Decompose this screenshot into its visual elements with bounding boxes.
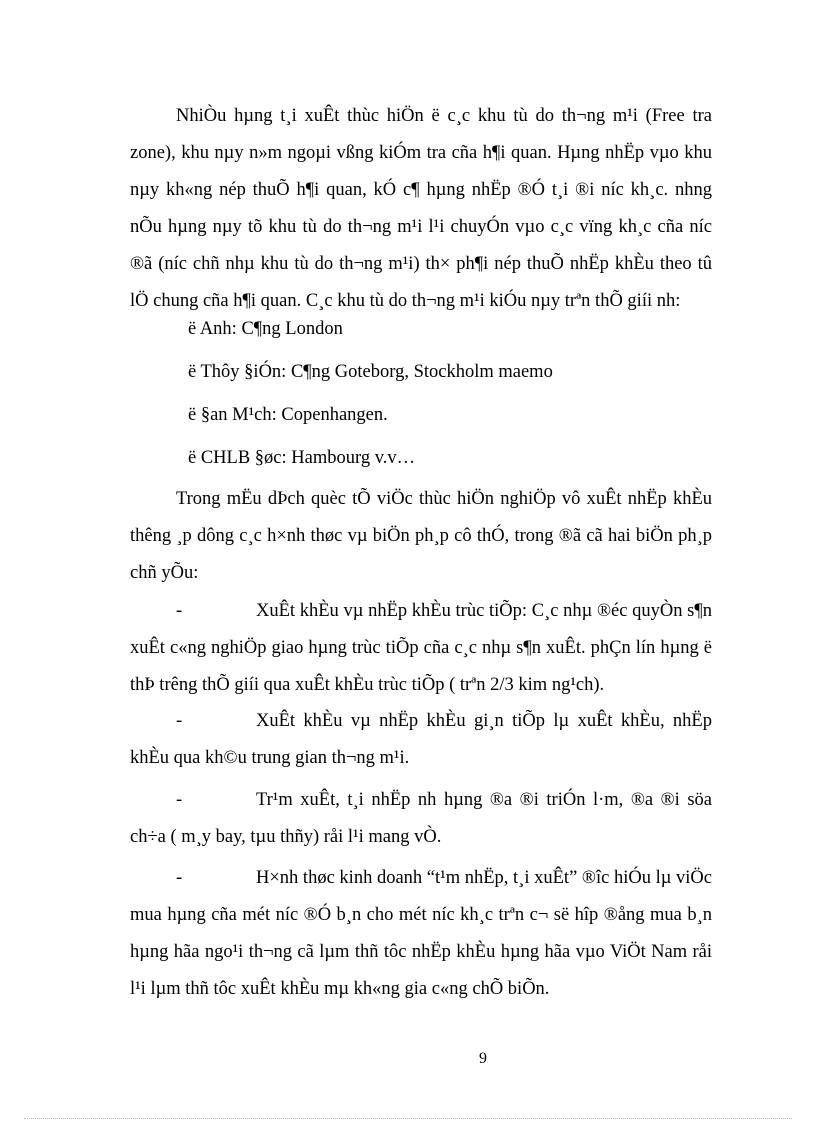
dash-item-text: Tr¹m xuÊt, t¸i nhËp nh hµng ®a ®i triÓn l·m, ®a ®i söa ch÷a ( m¸y bay, tµu thñy) råi l¹i mang vÒ. [130,790,712,847]
dash-marker: - [176,601,183,621]
body-text-block [130,481,712,592]
dash-list-item [130,860,712,1008]
dash-item-block [130,860,712,1008]
list-item: ë Thôy §iÓn: C¶ng Goteborg, Stockholm maemo [188,362,553,382]
bullet-list-block [130,308,712,480]
free-trade-zone-list [130,308,712,480]
list-item: ë Anh: C¶ng London [188,319,343,339]
dash-list-item [130,593,712,704]
paragraph-trade-methods: Trong mËu dÞch quèc tÕ viÖc thùc hiÖn nghiÖp vô xuÊt nhËp khÈu thêng ¸p dông c¸c h×nh thøc vµ biÖn ph¸p cô thÓ, trong ®ã cã hai biÖn ph¸p chñ yÕu: [130,489,712,583]
dash-item-block [130,593,712,704]
dash-list-item [130,782,712,856]
list-item: ë §an M¹ch: Copenhangen. [188,405,388,425]
dash-list-item [130,703,712,777]
list-item: ë CHLB §øc: Hambourg v.v… [188,448,416,468]
page-bottom-divider [24,1118,792,1119]
dash-item-block [130,703,712,777]
paragraph-free-trade-zones: NhiÒu hµng t¸i xuÊt thùc hiÖn ë c¸c khu tù do th¬ng m¹i (Free tra zone), khu nµy n»m ngoµi vßng kiÓm tra cña h¶i quan. Hµng nhËp vµo khu nµy kh«ng nép thuÕ h¶i quan, kÓ c¶ hµng nhËp ®Ó t¸i ®i níc kh¸c. nhng nÕu hµng nµy tõ khu tù do th¬ng m¹i l¹i chuyÓn vµo c¸c vïng kh¸c cña níc ®ã (níc chñ nhµ khu tù do th¬ng m¹i) th× ph¶i nép thuÕ nhËp khÈu theo tû lÖ chung cña h¶i quan. C¸c khu tù do th¬ng m¹i kiÓu nµy trªn thÕ giíi nh: [130,106,712,311]
dash-item-text: XuÊt khÈu vµ nhËp khÈu trùc tiÕp: C¸c nhµ ®éc quyÒn s¶n xuÊt c«ng nghiÖp giao hµng trùc tiÕp cña c¸c nhµ s¶n xuÊt. phÇn lín hµng ë thÞ trêng thÕ giíi qua xuÊt khÈu trùc tiÕp ( trªn 2/3 kim ng¹ch). [130,601,712,695]
dash-marker: - [176,790,183,810]
dash-marker: - [176,868,183,888]
dash-item-text: XuÊt khÈu vµ nhËp khÈu gi¸n tiÕp lµ xuÊt khÈu, nhËp khÈu qua kh©u trung gian th¬ng m¹i. [130,711,712,768]
page-number: 9 [479,1050,487,1067]
dash-item-block [130,782,712,856]
dash-item-text: H×nh thøc kinh doanh “t¹m nhËp, t¸i xuÊt” ®îc hiÓu lµ viÖc mua hµng cña mét níc ®Ó b¸n cho mét níc kh¸c trªn c¬ së hîp ®ång mua b¸n hµng hãa ngo¹i th¬ng cã lµm thñ tôc nhËp khÈu hµng hãa vµo ViÖt Nam råi l¹i lµm thñ tôc xuÊt khÈu mµ kh«ng gia c«ng chÕ biÕn. [130,868,712,999]
body-text-block [130,98,712,320]
dash-marker: - [176,711,183,731]
